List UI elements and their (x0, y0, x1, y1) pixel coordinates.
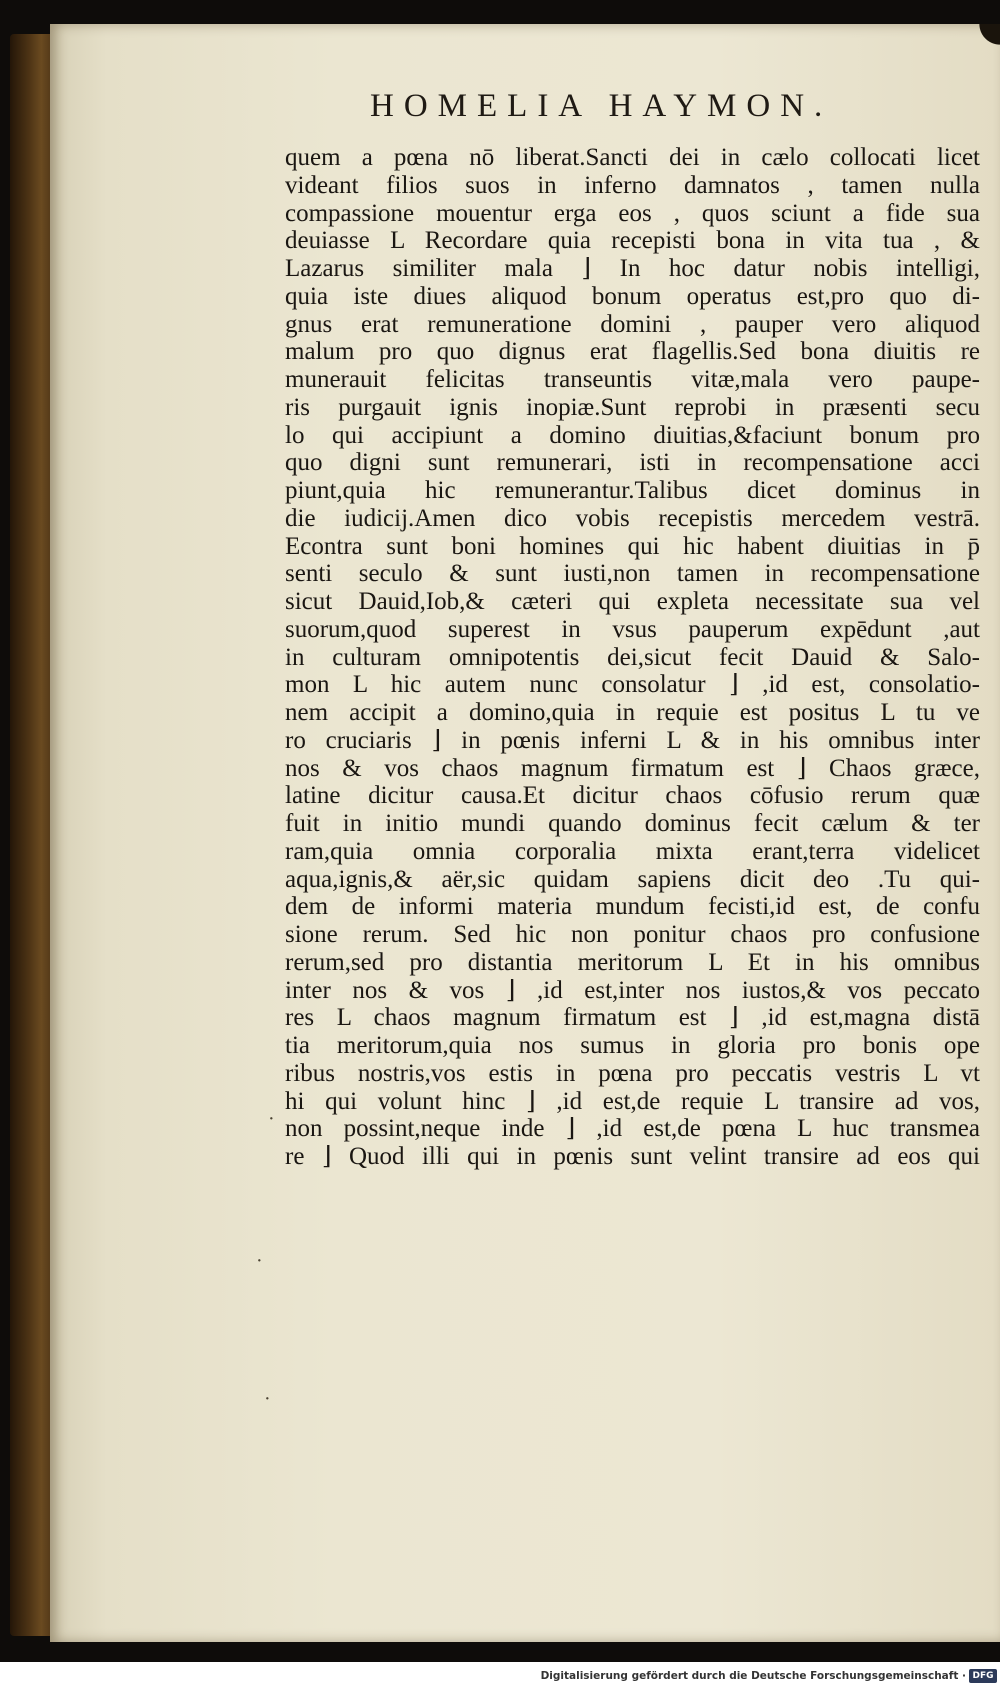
text-line: piunt,quia hic remunerantur.Talibus dicet dominus in (285, 477, 980, 504)
running-head: HOMELIA HAYMON. (370, 88, 833, 124)
text-line: quia iste diues aliquod bonum operatus est,pro quo di- (285, 282, 980, 310)
text-line: sicut Dauid,Iob,& cæteri qui expleta necessitate sua vel (285, 588, 980, 615)
text-line: sione rerum. Sed hic non ponitur chaos pro confusione (285, 921, 980, 948)
text-line: hi qui volunt hinc ⌋ ,id est,de requie L transire ad vos, (285, 1087, 980, 1115)
text-line: in culturam omnipotentis dei,sicut fecit Dauid & Salo- (285, 643, 980, 671)
text-line: nos & vos chaos magnum firmatum est ⌋ Chaos græce, (285, 754, 980, 782)
text-line: ris purgauit ignis inopiæ.Sunt reprobi in præsenti secu (285, 393, 980, 421)
dfg-logo: DFG (969, 1669, 997, 1683)
text-line: die iudicij.Amen dico vobis recepistis mercedem vestrā. (285, 504, 980, 532)
text-line: fuit in initio mundi quando dominus fecit cælum & ter (285, 810, 980, 837)
text-line: rerum,sed pro distantia meritorum L Et in his omnibus (285, 948, 980, 976)
margin-mark: · (268, 1108, 275, 1130)
text-line: senti seculo & sunt iusti,non tamen in recompensatione (285, 560, 980, 588)
text-line: nem accipit a domino,quia in requie est positus L tu ve (285, 699, 980, 726)
text-line: inter nos & vos ⌋ ,id est,inter nos iustos,& vos peccato (285, 976, 980, 1004)
text-line: ro cruciaris ⌋ in pœnis inferni L & in his omnibus inter (285, 726, 980, 754)
text-line: gnus erat remuneratione domini , pauper vero aliquod (285, 310, 980, 338)
text-line: suorum,quod superest in vsus pauperum expēdunt ,aut (285, 615, 980, 643)
margin-mark: · (256, 1250, 263, 1272)
text-line: tia meritorum,quia nos sumus in gloria pro bonis ope (285, 1032, 980, 1059)
text-line: malum pro quo dignus erat flagellis.Sed bona diuitis re (285, 338, 980, 366)
text-line: quo digni sunt remunerari, isti in recompensatione acci (285, 449, 980, 477)
text-line: Econtra sunt boni homines qui hic habent diuitias in p̄ (285, 532, 980, 560)
digitization-footer (0, 1664, 1000, 1693)
text-line: latine dicitur causa.Et dicitur chaos cōfusio rerum quæ (285, 782, 980, 810)
text-line: deuiasse L Recordare quia recepisti bona in vita tua , & (285, 227, 980, 255)
text-line: munerauit felicitas transeuntis vitæ,mala vero paupe- (285, 366, 980, 393)
text-line: mon L hic autem nunc consolatur ⌋ ,id est, consolatio- (285, 671, 980, 699)
text-line: videant filios suos in inferno damnatos , tamen nulla (285, 171, 980, 199)
text-line: non possint,neque inde ⌋ ,id est,de pœna L huc transmea (285, 1115, 980, 1143)
page-corner-shadow (964, 24, 1000, 60)
text-line: compassione mouentur erga eos , quos sciunt a fide sua (285, 199, 980, 227)
text-line: ribus nostris,vos estis in pœna pro peccatis vestris L vt (285, 1059, 980, 1087)
text-line: res L chaos magnum firmatum est ⌋ ,id est,magna distā (285, 1004, 980, 1032)
margin-mark: · (264, 1388, 271, 1410)
text-line: ram,quia omnia corporalia mixta erant,terra videlicet (285, 837, 980, 865)
text-line: aqua,ignis,& aër,sic quidam sapiens dicit deo .Tu qui- (285, 865, 980, 893)
text-line: lo qui accipiunt a domino diuitias,&faciunt bonum pro (285, 421, 980, 449)
text-line: Lazarus similiter mala ⌋ In hoc datur nobis intelligi, (285, 255, 980, 282)
funding-credit: Digitalisierung gefördert durch die Deutsche Forschungsgemeinschaft · (540, 1670, 966, 1682)
body-text (285, 144, 980, 1171)
text-line: dem de informi materia mundum fecisti,id est, de confu (285, 893, 980, 921)
text-line: re ⌋ Quod illi qui in pœnis sunt velint transire ad eos qui (285, 1143, 980, 1170)
text-line: quem a pœna nō liberat.Sancti dei in cælo collocati licet (285, 144, 980, 171)
